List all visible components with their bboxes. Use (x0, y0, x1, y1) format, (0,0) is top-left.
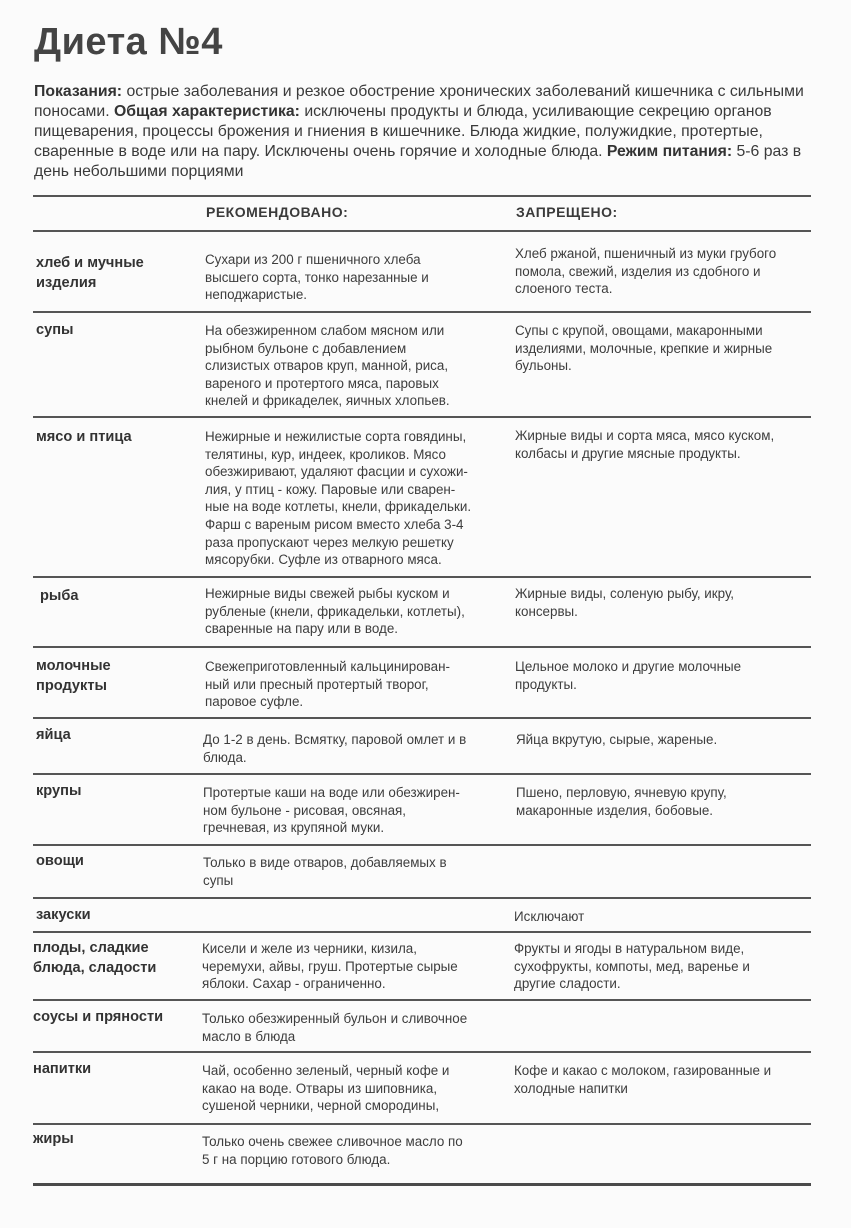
row-divider (33, 773, 811, 775)
header-recommended: РЕКОМЕНДОВАНО: (206, 204, 349, 220)
row-recommended: Чай, особенно зеленый, черный кофе и какао на воде. Отвары из шиповника, сушеной черники, черной смородины, (202, 1063, 450, 1114)
row-category: закуски (36, 907, 91, 923)
row-category: плоды, сладкие блюда, сладости (33, 940, 157, 976)
row-category: жиры (33, 1131, 74, 1147)
row-recommended: Только очень свежее сливочное масло по 5 г на порцию готового блюда. (202, 1134, 463, 1167)
row-recommended: До 1-2 в день. Всмятку, паровой омлет и в блюда. (203, 732, 467, 765)
regime-label: Режим питания: (606, 143, 733, 160)
row-forbidden: Супы с крупой, овощами, макаронными изделиями, молочные, крепкие и жирные бульоны. (515, 323, 773, 374)
row-divider (33, 999, 811, 1001)
row-recommended: Свежеприготовленный кальцинирован- ный или пресный протертый творог, паровое суфле. (205, 659, 450, 710)
general-label: Общая характеристика: (114, 103, 300, 120)
row-divider (33, 717, 811, 719)
row-divider (33, 416, 811, 418)
header-rule (33, 230, 811, 232)
general-text: исключены продукты и блюда, усиливающие секрецию органов пищеварения, процессы брожения и гниения в кишечнике. Блюда жидкие, полужидкие, протертые, сваренные в воде или на пару. Исключены очень горячие и холодные блюда. (34, 103, 772, 160)
table-top-rule (33, 195, 811, 197)
row-forbidden: Фрукты и ягоды в натуральном виде, сухофрукты, компоты, мед, варенье и другие сладости. (514, 941, 750, 992)
row-recommended: Протертые каши на воде или обезжирен- ном бульоне - рисовая, овсяная, гречневая, из крупяной муки. (203, 785, 460, 836)
row-recommended: На обезжиренном слабом мясном или рыбном бульоне с добавлением слизистых отваров круп, манной, риса, вареного и протертого мяса, паровых кнелей и фрикаделек, яичных хлопьев. (205, 323, 450, 409)
indications-label: Показания: (34, 83, 123, 100)
row-category: рыба (40, 588, 79, 604)
row-divider (33, 311, 811, 313)
row-forbidden: Цельное молоко и другие молочные продукты. (515, 659, 742, 692)
page-title: Диета №4 (34, 21, 223, 63)
row-category: напитки (33, 1061, 92, 1077)
row-recommended: Нежирные и нежилистые сорта говядины, телятины, кур, индеек, кроликов. Мясо обезжиривают, удаляют фасции и сухожи- лия, у птиц - кожу. Паровые или сварен- ные на воде котлеты, кнели, фрикадельки. Фарш с вареным рисом вместо хлеба 3-4 раза пропускают через мелкую решетку мясорубки. Суфле из отварного мяса. (205, 429, 472, 568)
indications-text: острые заболевания и резкое обострение хронических заболеваний кишечника с сильными поносами. (34, 83, 804, 120)
row-divider (33, 576, 811, 578)
row-forbidden: Кофе и какао с молоком, газированные и холодные напитки (514, 1063, 772, 1096)
row-recommended: Нежирные виды свежей рыбы куском и рубленые (кнели, фрикадельки, котлеты), сваренные на пару или в воде. (205, 586, 465, 637)
row-category: молочные продукты (36, 658, 111, 694)
table-bottom-rule (33, 1183, 811, 1186)
row-forbidden: Исключают (514, 909, 585, 924)
row-divider (33, 646, 811, 648)
row-category: крупы (36, 783, 82, 799)
row-forbidden: Яйца вкрутую, сырые, жареные. (516, 732, 718, 747)
row-category: овощи (36, 853, 84, 869)
row-category: яйца (36, 727, 71, 743)
row-recommended: Кисели и желе из черники, кизила, черемухи, айвы, груш. Протертые сырые яблоки. Сахар - ограниченно. (202, 941, 458, 992)
row-forbidden: Жирные виды, соленую рыбу, икру, консервы. (515, 586, 735, 619)
row-divider (33, 897, 811, 899)
row-forbidden: Жирные виды и сорта мяса, мясо куском, колбасы и другие мясные продукты. (515, 428, 775, 461)
row-forbidden: Хлеб ржаной, пшеничный из муки грубого помола, свежий, изделия из сдобного и слоеного теста. (515, 246, 777, 297)
row-forbidden: Пшено, перловую, ячневую крупу, макаронные изделия, бобовые. (516, 785, 727, 818)
row-category: хлеб и мучные изделия (36, 255, 144, 291)
row-recommended: Сухари из 200 г пшеничного хлеба высшего сорта, тонко нарезанные и неподжаристые. (205, 252, 429, 303)
row-category: супы (36, 322, 74, 338)
header-forbidden: ЗАПРЕЩЕНО: (516, 204, 618, 220)
row-recommended: Только обезжиренный бульон и сливочное масло в блюда (202, 1011, 468, 1044)
row-divider (33, 931, 811, 933)
row-divider (33, 1123, 811, 1125)
row-category: мясо и птица (36, 429, 132, 445)
row-recommended: Только в виде отваров, добавляемых в супы (203, 855, 447, 888)
row-category: соусы и пряности (33, 1009, 164, 1025)
regime-text: 5-6 раз в день небольшими порциями (34, 143, 802, 180)
intro-paragraph (34, 82, 824, 182)
row-divider (33, 844, 811, 846)
row-divider (33, 1051, 811, 1053)
